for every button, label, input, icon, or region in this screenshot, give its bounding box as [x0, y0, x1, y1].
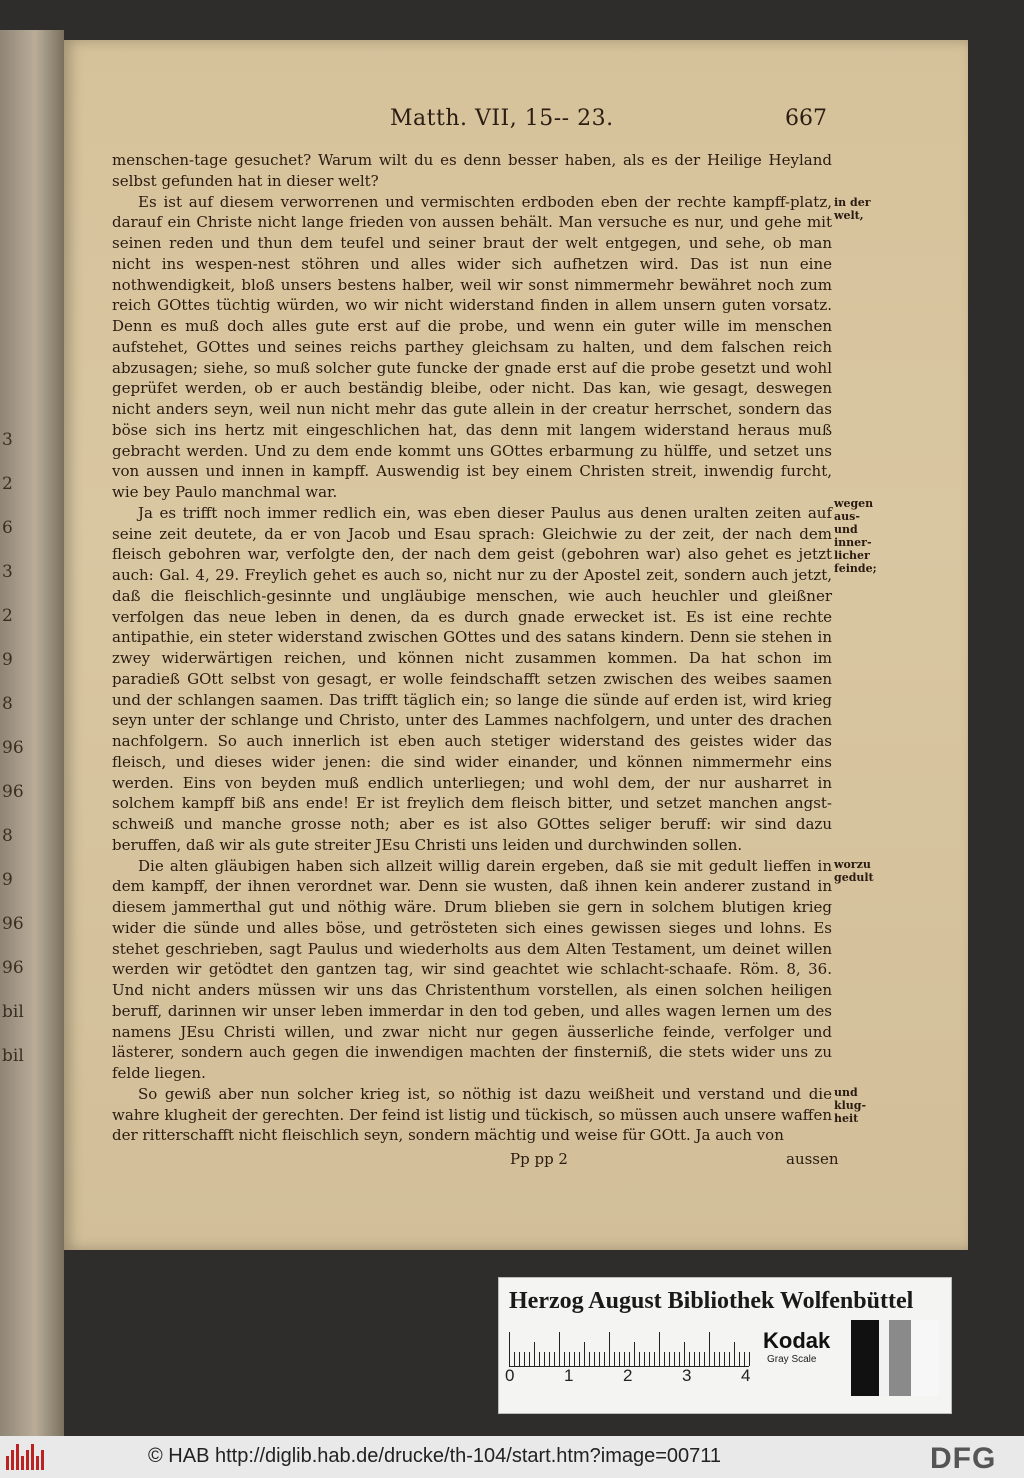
margin-note: in der welt,	[834, 196, 871, 222]
ruler-tick	[519, 1352, 520, 1366]
ruler-tick	[729, 1352, 730, 1366]
left-page-fragment: 3	[2, 430, 13, 450]
ruler-tick	[549, 1352, 550, 1366]
paragraph: Ja es trifft noch immer redlich ein, was eben dieser Paulus aus denen uralten zeiten auf seine zeit deutete, da er von Jacob und Esau sprach: Gleichwie zu der zeit, der nach dem fleisch gebohren war, verfolgte den, der nach dem geist (gebohren war) also gehet es jetzt auch: Gal. 4, 29. Freylich gehet es auch so, nicht nur zu der Apostel zeit, sondern auch jetzt, daß die fleischlich-gesinnte und ungläubige menschen, wie auch heuchler und gleißner verfolgen das neue leben in denen, da es durch gnade erwecket ist. Es ist eine rechte antipathie, ein steter widerstand zwischen GOttes und des satans kindern. Denn sie stehen in zwey widerwärtigen reichen, und können nicht zusammen kommen. Da hat schon im paradieß GOtt selbst von gesagt, er wolle feindschafft setzen zwischen des weibes saamen und der schlangen saamen. Das trifft täglich ein; so lange die sünde auf erden ist, wird krieg seyn unter der schlange und Christo, unter des Lammes nachfolgern, und unter des drachen nachfolgern. So auch innerlich ist eben auch stetiger widerstand des geistes wider das fleisch, und dieses wider jenen: die sind wider einander, und können nimmermehr eins werden. Eins von beyden muß endlich unterliegen; und wohl dem, der nur ausharret in solchem kampff biß ans ende! Er ist freylich dem fleisch bitter, und setzet manchen angst-schweiß und manche grosse noth; aber es ist also GOttes seliger beruff: wir sind dazu beruffen, daß wir als gute streiter JEsu Christi uns leiden und durchwinden sollen.	[112, 503, 832, 854]
left-page-fragment: 96	[2, 958, 24, 978]
logo-bar	[31, 1444, 34, 1470]
ruler-tick	[574, 1352, 575, 1366]
ruler-tick	[619, 1352, 620, 1366]
ruler-tick	[694, 1352, 695, 1366]
viewer-footer	[0, 1436, 1024, 1478]
left-page-edge	[0, 30, 64, 1436]
ruler-number: 4	[741, 1366, 751, 1385]
logo-bar	[16, 1444, 19, 1470]
ruler-tick	[624, 1352, 625, 1366]
ruler-tick	[609, 1332, 610, 1366]
left-page-fragment: 8	[2, 826, 13, 846]
ruler-tick	[584, 1342, 585, 1366]
logo-bar	[6, 1456, 9, 1470]
ruler-tick	[669, 1352, 670, 1366]
ruler-tick	[634, 1342, 635, 1366]
ruler-tick	[649, 1352, 650, 1366]
left-page-fragment: 6	[2, 518, 13, 538]
ruler-tick	[684, 1342, 685, 1366]
logo-bar	[36, 1456, 39, 1470]
ruler-tick	[604, 1352, 605, 1366]
left-page-fragment: 2	[2, 474, 13, 494]
copyright-url: © HAB http://diglib.hab.de/drucke/th-104/start.htm?image=00711	[148, 1445, 722, 1467]
dfg-logo: DFG	[930, 1442, 997, 1475]
ruler-tick	[534, 1342, 535, 1366]
gray-patch-black	[851, 1320, 879, 1396]
ruler-tick	[739, 1352, 740, 1366]
library-name: Herzog August Bibliothek Wolfenbüttel	[509, 1288, 914, 1314]
running-title: Matth. VII, 15-- 23.	[390, 106, 614, 131]
ruler-tick	[719, 1352, 720, 1366]
gray-scale-label: Gray Scale	[767, 1354, 817, 1365]
ruler-tick	[679, 1352, 680, 1366]
gray-patch-light	[911, 1320, 939, 1396]
hab-logo-icon	[6, 1442, 46, 1472]
ruler-tick	[539, 1352, 540, 1366]
ruler-tick	[629, 1352, 630, 1366]
left-page-fragment: 96	[2, 914, 24, 934]
ruler-tick	[599, 1352, 600, 1366]
left-page-fragment: bil	[2, 1046, 24, 1066]
paragraph: Die alten gläubigen haben sich allzeit willig darein ergeben, daß sie mit gedult lieffen in dem kampff, der ihnen verordnet war. Denn sie wusten, daß ihnen kein anderer zustand in diesem jammerthal gut und nöthig wäre. Drum blieben sie gern in solchem blutigen krieg wider die sünde und alles böse, und getrösteten sich eines gewissen sieges und lohns. Es stehet geschrieben, sagt Paulus und wiederholts aus dem Alten Testament, um deinet willen werden wir getödtet den gantzen tag, wir sind geachtet wie schlacht-schaafe. Röm. 8, 36. Und nicht anders müssen wir uns das Christenthum vorstellen, als einen solchen heiligen beruff, darinnen wir unser leben immerdar in den tod geben, und alles wagen lernen um des namens JEsu Christi willen, und zwar nicht nur gegen äusserliche feinde, verfolger und lästerer, sondern auch gegen die inwendigen machten der finsterniß, die stets wider uns zu felde liegen.	[112, 856, 832, 1082]
ruler-tick	[659, 1332, 660, 1366]
ruler-tick	[544, 1352, 545, 1366]
left-page-fragment: 9	[2, 870, 13, 890]
ruler-tick	[529, 1352, 530, 1366]
ruler-tick	[704, 1352, 705, 1366]
ruler-number: 3	[682, 1366, 692, 1385]
ruler-tick	[749, 1352, 750, 1366]
margin-note: und klug- heit	[834, 1086, 867, 1125]
ruler-tick	[664, 1352, 665, 1366]
catchword: aussen	[786, 1150, 839, 1168]
ruler-tick	[714, 1352, 715, 1366]
ruler-tick	[524, 1352, 525, 1366]
ruler-number: 0	[505, 1366, 515, 1385]
ruler-tick	[569, 1352, 570, 1366]
page-footer-line	[0, 1150, 1024, 1174]
ruler-tick	[689, 1352, 690, 1366]
kodak-logo: Kodak	[763, 1328, 831, 1353]
paragraph: So gewiß aber nun solcher krieg ist, so nöthig ist dazu weißheit und verstand und die wahre klugheit der gerechten. Der feind ist listig und tückisch, so müssen auch unsere waffen der ritterschafft nicht fleischlich seyn, sondern mächtig und weise für GOtt. Ja auch von	[112, 1084, 832, 1145]
left-page-fragment: 96	[2, 738, 24, 758]
ruler-tick	[554, 1352, 555, 1366]
ruler-tick	[674, 1352, 675, 1366]
ruler-tick	[509, 1332, 510, 1366]
margin-note: worzu gedult	[834, 858, 874, 884]
logo-bar	[26, 1450, 29, 1470]
ruler-tick	[639, 1352, 640, 1366]
color-target-card	[498, 1277, 952, 1414]
paragraph: menschen-tage gesuchet? Warum wilt du es denn besser haben, als es der Heilige Heyland selbst gefunden hat in dieser welt?	[112, 151, 832, 190]
margin-note: wegen aus- und inner- licher feinde;	[834, 497, 877, 575]
ruler-tick	[579, 1352, 580, 1366]
ruler-tick	[654, 1352, 655, 1366]
logo-bar	[21, 1456, 24, 1470]
ruler-tick	[589, 1352, 590, 1366]
ruler-number: 1	[564, 1366, 574, 1385]
ruler-tick	[724, 1352, 725, 1366]
ruler-tick	[699, 1352, 700, 1366]
ruler-tick	[594, 1352, 595, 1366]
body-text	[112, 150, 832, 1146]
ruler-tick	[564, 1352, 565, 1366]
ruler-tick	[514, 1352, 515, 1366]
paragraph: Es ist auf diesem verworrenen und vermischten erdboden eben der rechte kampff-platz, darauf ein Christe nicht lange frieden von aussen behält. Man versuche es nur, und gehe mit seinen reden und thun dem teufel und seiner braut der welt entgegen, und sehe, ob man nicht ins wespen-nest stöhren und alles wider sich aufhetzen wird. Das ist nun eine nothwendigkeit, bloß unsers bestens halber, weil wir sonst nimmermehr bewähret noch zum reich GOttes tüchtig würden, wo wir nicht widerstand finden in allem unsern guten vorsatz. Denn es muß doch alles gute erst auf die probe, und wenn ein guter wille im menschen aufstehet, GOttes und seines reichs parthey gleichsam zu halten, und dem falschen reich abzusagen; siehe, so muß solcher gute funcke der gnade erst auf die probe gesetzt und wohl geprüfet werden, ob er auch beständig bleibe, oder nicht. Das kan, wie gesagt, deswegen nicht anders seyn, weil nun nicht mehr das gute allein in der creatur herrschet, sondern das böse sich ins hertz mit eingeschlichen hat, das denn mit langem widerstand heraus muß gebracht werden. Und zu dem ende kommt uns GOttes erbarmung zu hülffe, und setzet uns von aussen und innen in kampff. Auswendig ist bey einem Christen streit, inwendig furcht, wie bey Paulo manchmal war.	[112, 192, 832, 501]
ruler	[509, 1332, 749, 1367]
ruler-tick	[614, 1352, 615, 1366]
ruler-tick	[709, 1332, 710, 1366]
gray-patch-mid	[889, 1320, 911, 1396]
left-page-fragment: 9	[2, 650, 13, 670]
running-header	[0, 106, 1024, 136]
ruler-number: 2	[623, 1366, 633, 1385]
ruler-tick	[744, 1352, 745, 1366]
left-page-fragment: 96	[2, 782, 24, 802]
signature-mark: Pp pp 2	[510, 1150, 568, 1168]
page-number: 667	[785, 106, 827, 131]
logo-bar	[11, 1450, 14, 1470]
left-page-fragment: 2	[2, 606, 13, 626]
logo-bar	[41, 1450, 44, 1470]
left-page-fragment: 8	[2, 694, 13, 714]
ruler-tick	[734, 1342, 735, 1366]
left-page-fragment: bil	[2, 1002, 24, 1022]
left-page-fragment: 3	[2, 562, 13, 582]
ruler-tick	[644, 1352, 645, 1366]
ruler-tick	[559, 1332, 560, 1366]
gray-patch-white	[879, 1320, 889, 1396]
